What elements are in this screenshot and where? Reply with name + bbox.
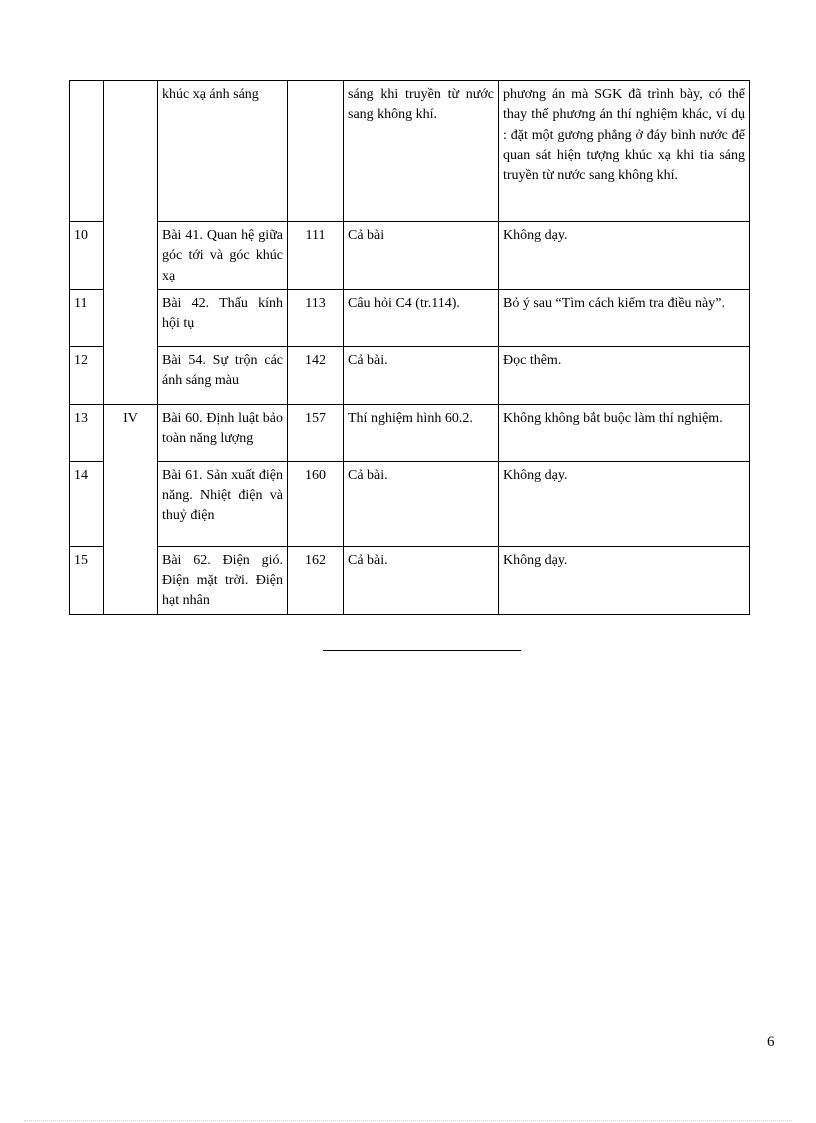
guide-cell: Bỏ ý sau “Tìm cách kiểm tra điều này”. xyxy=(499,289,750,346)
lesson-cell: Bài 41. Quan hệ giữa góc tới và góc khúc xạ xyxy=(158,222,288,290)
lesson-cell: Bài 60. Định luật bảo toàn năng lượng xyxy=(158,404,288,461)
page-cell: 157 xyxy=(288,404,344,461)
lesson-cell: Bài 61. Sản xuất điện năng. Nhiệt điện và thuỷ điện xyxy=(158,461,288,546)
page-cell: 162 xyxy=(288,546,344,614)
table-row xyxy=(70,346,750,404)
page-cell xyxy=(288,81,344,222)
row-number-cell: 14 xyxy=(70,461,104,546)
row-number-cell: 15 xyxy=(70,546,104,614)
chapter-cell: IV xyxy=(104,404,158,614)
table-row xyxy=(70,289,750,346)
lesson-cell: Bài 54. Sự trộn các ánh sáng màu xyxy=(158,346,288,404)
guide-cell: Không không bắt buộc làm thí nghiệm. xyxy=(499,404,750,461)
table-row xyxy=(70,81,750,222)
table-row xyxy=(70,222,750,290)
page-number: 6 xyxy=(767,1034,775,1050)
section-divider-line xyxy=(323,650,521,651)
guide-cell: phương án mà SGK đã trình bày, có thể thay thế phương án thí nghiệm khác, ví dụ : đặt một gương phẳng ở đáy bình nước để quan sát hiện tượng khúc xạ khi tia sáng truyền từ nước sang không khí. xyxy=(499,81,750,222)
table-row xyxy=(70,546,750,614)
guide-cell: Đọc thêm. xyxy=(499,346,750,404)
row-number-cell: 11 xyxy=(70,289,104,346)
page-cell: 111 xyxy=(288,222,344,290)
row-number-cell: 13 xyxy=(70,404,104,461)
page-bottom-border xyxy=(24,1120,792,1121)
content-cell: Cả bài. xyxy=(344,346,499,404)
curriculum-adjustment-table xyxy=(69,80,750,615)
content-cell: Câu hỏi C4 (tr.114). xyxy=(344,289,499,346)
guide-cell: Không dạy. xyxy=(499,546,750,614)
lesson-cell: khúc xạ ánh sáng xyxy=(158,81,288,222)
row-number-cell: 10 xyxy=(70,222,104,290)
lesson-cell: Bài 42. Thấu kính hội tụ xyxy=(158,289,288,346)
page-cell: 160 xyxy=(288,461,344,546)
content-cell: Cả bài. xyxy=(344,546,499,614)
chapter-cell xyxy=(104,81,158,405)
guide-cell: Không dạy. xyxy=(499,222,750,290)
content-cell: Cả bài. xyxy=(344,461,499,546)
lesson-cell: Bài 62. Điện gió. Điện mặt trời. Điện hạt nhân xyxy=(158,546,288,614)
page-cell: 113 xyxy=(288,289,344,346)
table-row xyxy=(70,404,750,461)
table-row xyxy=(70,461,750,546)
guide-cell: Không dạy. xyxy=(499,461,750,546)
row-number-cell: 12 xyxy=(70,346,104,404)
content-cell: Cả bài xyxy=(344,222,499,290)
content-cell: Thí nghiệm hình 60.2. xyxy=(344,404,499,461)
page-cell: 142 xyxy=(288,346,344,404)
row-number-cell xyxy=(70,81,104,222)
content-cell: sáng khi truyền từ nước sang không khí. xyxy=(344,81,499,222)
